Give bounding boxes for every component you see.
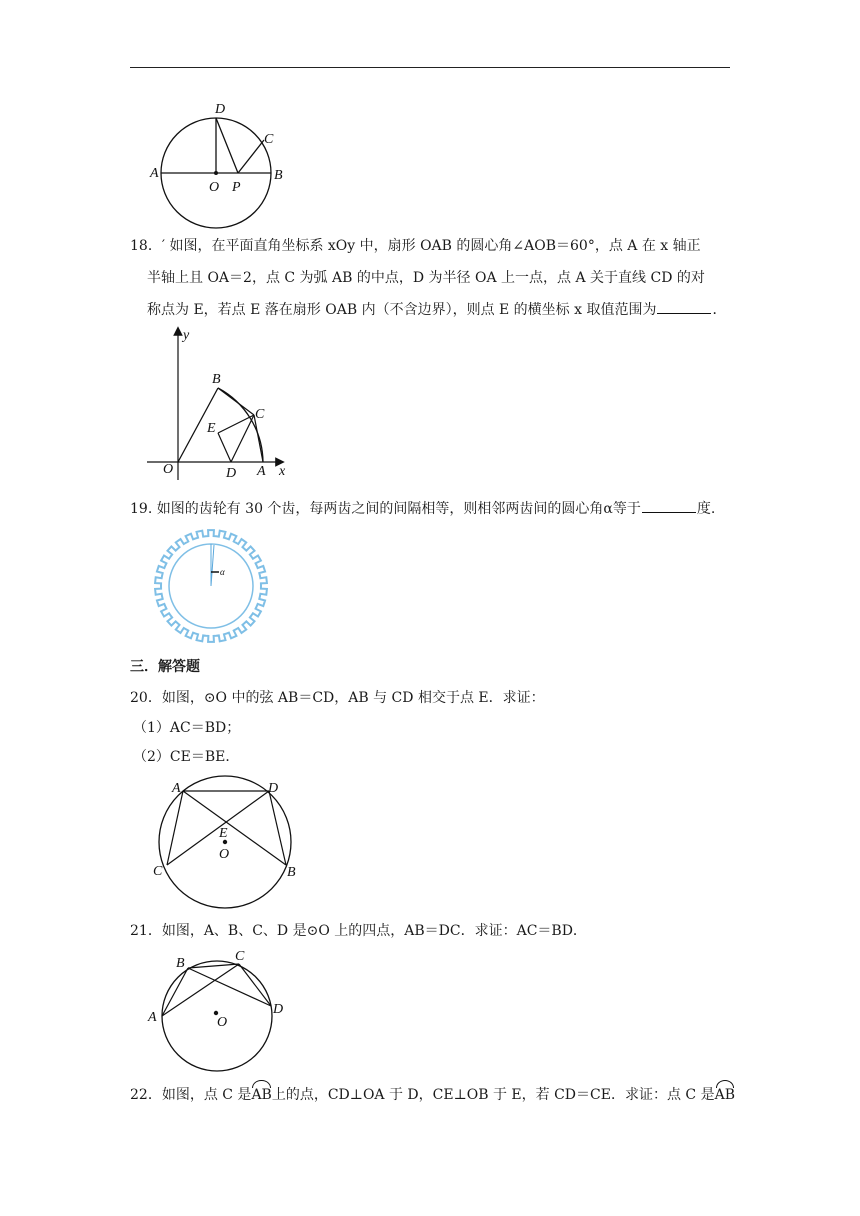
label-o: O bbox=[219, 847, 230, 862]
segment-pc bbox=[238, 140, 264, 173]
q22-text-b: 上的点，CD⊥OA 于 D，CE⊥OB 于 E，若 CD＝CE．求证：点 C 是 bbox=[271, 1087, 715, 1103]
segment-ac bbox=[167, 791, 183, 865]
header-rule bbox=[130, 67, 730, 68]
label-a: A bbox=[257, 464, 266, 479]
q19-text-end: 度. bbox=[696, 501, 716, 517]
q18-line1: 18．′ 如图，在平面直角坐标系 xOy 中，扇形 OAB 的圆心角∠AOB＝60°，点 A 在 x 轴正 bbox=[130, 238, 701, 254]
label-d: D bbox=[215, 102, 226, 117]
section-title: 三．解答题 bbox=[130, 659, 200, 675]
q19-line bbox=[130, 498, 715, 519]
label-c: C bbox=[255, 407, 265, 422]
segment-cd bbox=[239, 964, 271, 1006]
segment-bd bbox=[188, 968, 271, 1006]
label-d: D bbox=[226, 466, 237, 481]
segment-ce bbox=[218, 415, 254, 433]
label-o: O bbox=[209, 180, 220, 195]
label-b: B bbox=[274, 168, 283, 183]
figure-q20-circle bbox=[148, 775, 308, 910]
figure-q17-circle bbox=[145, 95, 290, 235]
q22-text-a: 22．如图，点 C 是 bbox=[130, 1087, 252, 1103]
segment-cd bbox=[231, 415, 254, 462]
q18-line3-text: 称点为 E，若点 E 落在扇形 OAB 内（不含边界），则点 E 的横坐标 x 取值范围为 bbox=[147, 302, 657, 318]
segment-ac bbox=[162, 964, 239, 1016]
figure-q19-gear bbox=[151, 526, 271, 646]
arc-ab-symbol-2: AB bbox=[715, 1082, 735, 1105]
label-d: D bbox=[268, 781, 279, 796]
q19-text: 19. 如图的齿轮有 30 个齿，每两齿之间的间隔相等，则相邻两齿间的圆心角α等于 bbox=[130, 501, 641, 517]
chord-bc bbox=[218, 388, 254, 415]
label-x: x bbox=[279, 464, 286, 479]
q18-answer-blank[interactable] bbox=[657, 299, 711, 314]
q21-line1: 21．如图，A、B、C、D 是⊙O 上的四点，AB＝DC．求证：AC＝BD． bbox=[130, 923, 587, 939]
label-o: O bbox=[163, 462, 174, 477]
q20-line1: 20．如图，⊙O 中的弦 AB＝CD，AB 与 CD 相交于点 E．求证： bbox=[130, 690, 545, 706]
arc-ab-symbol: AB bbox=[251, 1082, 271, 1105]
figure-q18-sector bbox=[145, 325, 300, 485]
segment-dp bbox=[216, 118, 238, 173]
q20-item2: （2）CE＝BE． bbox=[133, 749, 240, 765]
chord-ab bbox=[183, 791, 286, 865]
segment-ab bbox=[162, 968, 188, 1016]
label-b: B bbox=[287, 865, 296, 880]
label-c: C bbox=[235, 949, 245, 964]
label-p: P bbox=[232, 180, 241, 195]
label-o: O bbox=[217, 1015, 228, 1030]
label-e: E bbox=[219, 826, 228, 841]
label-b: B bbox=[176, 956, 185, 971]
q18-line3-end: ． bbox=[712, 302, 727, 318]
chord-cd bbox=[167, 791, 269, 865]
q18-line2: 半轴上且 OA＝2，点 C 为弧 AB 的中点，D 为半径 OA 上一点，点 A 关于直线 CD 的对 bbox=[147, 270, 705, 286]
label-e: E bbox=[207, 421, 216, 436]
center-dot bbox=[214, 171, 218, 175]
label-b: B bbox=[212, 372, 221, 387]
q18-line3 bbox=[147, 299, 726, 320]
q20-item1: （1）AC＝BD； bbox=[133, 720, 241, 736]
label-c: C bbox=[153, 864, 163, 879]
label-a: A bbox=[148, 1010, 157, 1025]
q22-line1 bbox=[130, 1082, 735, 1105]
label-a: A bbox=[150, 166, 159, 181]
label-a: A bbox=[172, 781, 181, 796]
figure-q21-circle bbox=[143, 947, 293, 1072]
q19-answer-blank[interactable] bbox=[642, 498, 696, 513]
label-c: C bbox=[264, 132, 274, 147]
label-y: y bbox=[183, 328, 190, 343]
segment-ed bbox=[218, 433, 231, 462]
chord-ca bbox=[254, 415, 263, 462]
label-alpha: α bbox=[220, 567, 225, 577]
label-d: D bbox=[273, 1002, 284, 1017]
